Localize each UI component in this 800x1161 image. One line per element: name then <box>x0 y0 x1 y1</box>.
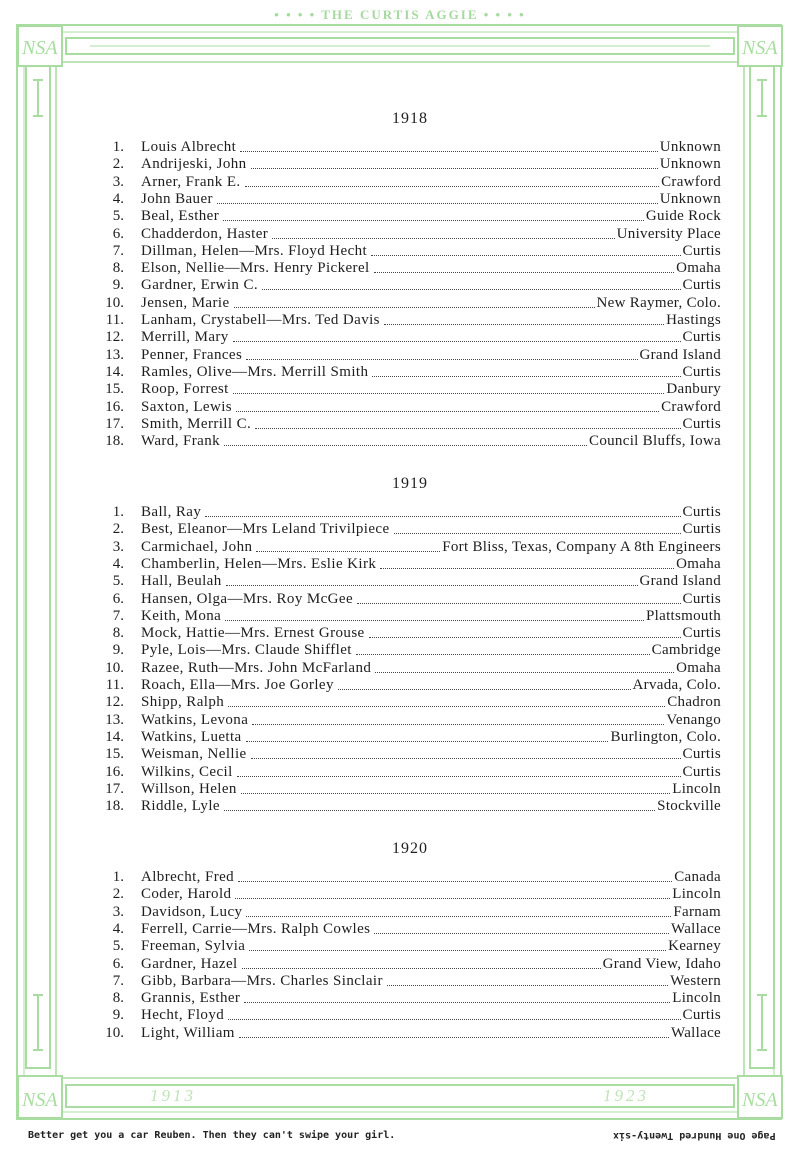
entry-location: Curtis <box>682 363 721 380</box>
entry-location: Omaha <box>676 555 721 572</box>
dot-leader <box>251 758 681 759</box>
entry-name: Arner, Frank E. <box>141 173 241 190</box>
year-heading: 1919 <box>392 475 428 492</box>
entry-name: Gibb, Barbara—Mrs. Charles Sinclair <box>141 972 383 989</box>
roster-row <box>0 276 800 294</box>
roster-row <box>0 763 800 781</box>
entry-number: 16. <box>105 398 124 415</box>
entry-name: Penner, Frances <box>141 346 243 363</box>
entry-location: Curtis <box>682 415 721 432</box>
entry-name: Davidson, Lucy <box>141 903 243 920</box>
entry-location: Wallace <box>670 1024 721 1041</box>
entry-location: Western <box>670 972 721 989</box>
entry-name: Elson, Nellie—Mrs. Henry Pickerel <box>141 260 370 277</box>
entry-number: 10. <box>105 659 124 676</box>
entry-number: 16. <box>105 763 124 780</box>
entry-number: 12. <box>105 694 124 711</box>
entry-name: Chamberlin, Helen—Mrs. Eslie Kirk <box>141 555 377 572</box>
entry-number: 9. <box>112 277 124 294</box>
entry-name: Ramles, Olive—Mrs. Merrill Smith <box>141 363 369 380</box>
entry-number: 1. <box>112 869 124 885</box>
dot-leader <box>249 950 666 951</box>
entry-number: 2. <box>112 886 124 903</box>
entry-name: Weisman, Nellie <box>141 746 247 763</box>
entry-location: New Raymer, Colo. <box>596 294 721 311</box>
entry-location: Lincoln <box>672 780 721 797</box>
entry-name: Louis Albrecht <box>141 139 237 155</box>
dot-leader <box>225 620 644 621</box>
dot-leader <box>394 533 681 534</box>
entry-location: Stockville <box>657 798 721 815</box>
entry-number: 14. <box>105 363 124 380</box>
entry-location: Cambridge <box>651 642 721 659</box>
entry-number: 6. <box>112 955 124 972</box>
year-heading: 1920 <box>392 840 428 857</box>
year-heading: 1918 <box>392 110 428 127</box>
entry-name: Freeman, Sylvia <box>141 938 246 955</box>
entry-name: Razee, Ruth—Mrs. John McFarland <box>141 659 372 676</box>
entry-number: 8. <box>112 625 124 642</box>
header-dots-left: • • • • <box>274 7 322 22</box>
roster-row <box>0 711 800 729</box>
entry-name: Albrecht, Fred <box>141 869 235 885</box>
entry-number: 14. <box>105 728 124 745</box>
entry-location: Guide Rock <box>645 208 721 225</box>
dot-leader <box>255 428 681 429</box>
entry-name: Shipp, Ralph <box>141 694 225 711</box>
entry-number: 1. <box>112 139 124 155</box>
entry-name: Hecht, Floyd <box>141 1007 225 1024</box>
entry-number: 4. <box>112 190 124 207</box>
entry-name: Hall, Beulah <box>141 573 222 590</box>
roster-row <box>0 590 800 608</box>
entry-location: Curtis <box>682 625 721 642</box>
entry-location: Wallace <box>670 920 721 937</box>
roster-row <box>0 415 800 433</box>
entry-location: Grand View, Idaho <box>602 955 721 972</box>
entry-location: Plattsmouth <box>646 607 721 624</box>
dot-leader <box>237 776 681 777</box>
entry-name: Dillman, Helen—Mrs. Floyd Hecht <box>141 242 368 259</box>
roster-row <box>0 380 800 398</box>
entry-number: 13. <box>105 711 124 728</box>
dot-leader <box>239 1037 669 1038</box>
entry-location: Venango <box>666 711 721 728</box>
entry-location: Arvada, Colo. <box>632 677 721 693</box>
dot-leader <box>242 968 601 969</box>
entry-name: Willson, Helen <box>141 780 237 797</box>
roster-row <box>0 1024 800 1042</box>
roster-row <box>0 693 800 711</box>
roster-row <box>0 503 800 521</box>
dot-leader <box>372 376 681 377</box>
entry-location: Curtis <box>682 1007 721 1024</box>
dot-leader <box>338 689 631 690</box>
roster-row <box>0 432 800 450</box>
dot-leader <box>246 741 608 742</box>
entry-location: Kearney <box>668 938 721 955</box>
dot-leader <box>223 220 644 221</box>
entry-name: Chadderdon, Haster <box>141 225 269 242</box>
roster-row <box>0 207 800 225</box>
roster-row <box>0 868 800 886</box>
roster-row <box>0 607 800 625</box>
entry-location: Crawford <box>661 398 721 415</box>
roster-row <box>0 903 800 921</box>
entry-name: Wilkins, Cecil <box>141 763 233 780</box>
monogram-top-left: NSA <box>22 37 58 59</box>
dot-leader <box>246 359 638 360</box>
entry-location: Curtis <box>682 242 721 259</box>
dot-leader <box>246 916 671 917</box>
entry-number: 5. <box>112 938 124 955</box>
entry-location: Hastings <box>666 312 721 328</box>
header-title: THE CURTIS AGGIE <box>321 7 479 22</box>
dot-leader <box>235 898 670 899</box>
entry-name: Light, William <box>141 1024 235 1041</box>
entry-number: 6. <box>112 225 124 242</box>
roster-row <box>0 955 800 973</box>
entry-name: Grannis, Esther <box>141 990 241 1007</box>
dot-leader <box>233 341 681 342</box>
entry-location: Curtis <box>682 763 721 780</box>
entry-name: Watkins, Luetta <box>141 728 242 745</box>
entry-name: Best, Eleanor—Mrs Leland Trivilpiece <box>141 521 390 538</box>
dot-leader <box>371 255 681 256</box>
dot-leader <box>375 672 674 673</box>
dot-leader <box>357 603 681 604</box>
dot-leader <box>245 186 659 187</box>
entry-location: Chadron <box>667 694 721 711</box>
roster-row <box>0 624 800 642</box>
entry-location: Lincoln <box>672 886 721 903</box>
roster-row <box>0 190 800 208</box>
dot-leader <box>380 568 674 569</box>
entry-number: 7. <box>112 607 124 624</box>
roster-row <box>0 346 800 364</box>
dot-leader <box>241 793 670 794</box>
entry-number: 3. <box>112 173 124 190</box>
roster-row <box>0 937 800 955</box>
roster-row <box>0 538 800 556</box>
entry-name: Jensen, Marie <box>141 294 230 311</box>
dot-leader <box>272 238 615 239</box>
frame-year-start: 1913 <box>150 1086 196 1105</box>
dot-leader <box>374 933 669 934</box>
entry-location: Curtis <box>682 590 721 607</box>
entry-name: Pyle, Lois—Mrs. Claude Shifflet <box>141 642 352 659</box>
dot-leader <box>224 810 655 811</box>
roster-row <box>0 398 800 416</box>
entry-number: 3. <box>112 903 124 920</box>
dot-leader <box>374 272 674 273</box>
entry-location: Curtis <box>682 329 721 346</box>
entry-number: 4. <box>112 920 124 937</box>
entry-name: Gardner, Hazel <box>141 955 238 972</box>
entry-location: Omaha <box>676 659 721 676</box>
entry-location: University Place <box>616 225 721 242</box>
roster-row <box>0 885 800 903</box>
roster-row <box>0 676 800 694</box>
entry-location: Danbury <box>666 381 721 398</box>
entry-location: Unknown <box>659 156 721 173</box>
entry-name: Roop, Forrest <box>141 381 229 398</box>
dot-leader <box>256 551 440 552</box>
entry-name: Coder, Harold <box>141 886 232 903</box>
entry-name: Keith, Mona <box>141 607 222 624</box>
header-dots-right: • • • • <box>478 7 526 22</box>
roster-row <box>0 989 800 1007</box>
entry-number: 3. <box>112 538 124 555</box>
entry-name: John Bauer <box>141 190 213 207</box>
entry-location: Crawford <box>661 173 721 190</box>
entry-number: 9. <box>112 1007 124 1024</box>
entry-location: Curtis <box>682 277 721 294</box>
dot-leader <box>238 881 672 882</box>
monogram-bottom-left: NSA <box>22 1089 58 1111</box>
dot-leader <box>228 706 665 707</box>
entry-location: Burlington, Colo. <box>610 728 721 745</box>
roster-row <box>0 797 800 815</box>
roster-row <box>0 572 800 590</box>
dot-leader <box>228 1019 681 1020</box>
entry-number: 15. <box>105 381 124 398</box>
entry-number: 6. <box>112 590 124 607</box>
entry-name: Roach, Ella—Mrs. Joe Gorley <box>141 677 334 693</box>
dot-leader <box>234 307 595 308</box>
entry-number: 11. <box>105 677 124 693</box>
entry-location: Curtis <box>682 746 721 763</box>
dot-leader <box>240 151 658 152</box>
entry-name: Ball, Ray <box>141 504 202 520</box>
entry-location: Curtis <box>682 521 721 538</box>
entry-name: Riddle, Lyle <box>141 798 220 815</box>
entry-name: Ward, Frank <box>141 433 221 450</box>
roster-row <box>0 780 800 798</box>
entry-number: 10. <box>105 1024 124 1041</box>
entry-location: Farnam <box>673 903 721 920</box>
dot-leader <box>244 1002 670 1003</box>
monogram-bottom-right: NSA <box>742 1089 778 1111</box>
dot-leader <box>205 516 681 517</box>
footer-page-number: Page One Hundred Twenty-six <box>613 1130 776 1141</box>
roster-row <box>0 311 800 329</box>
entry-number: 18. <box>105 433 124 450</box>
entry-number: 15. <box>105 746 124 763</box>
entry-number: 18. <box>105 798 124 815</box>
entry-name: Watkins, Levona <box>141 711 249 728</box>
roster-row <box>0 259 800 277</box>
roster-row <box>0 328 800 346</box>
roster-row <box>0 242 800 260</box>
dot-leader <box>384 324 664 325</box>
dot-leader <box>251 168 658 169</box>
entry-number: 2. <box>112 521 124 538</box>
roster-row <box>0 1006 800 1024</box>
entry-number: 7. <box>112 972 124 989</box>
entry-number: 8. <box>112 990 124 1007</box>
dot-leader <box>356 654 650 655</box>
entry-number: 10. <box>105 294 124 311</box>
roster-row <box>0 659 800 677</box>
dot-leader <box>262 289 681 290</box>
dot-leader <box>369 637 681 638</box>
dot-leader <box>224 445 587 446</box>
frame-year-end: 1923 <box>603 1086 649 1105</box>
dot-leader <box>217 203 658 204</box>
entry-location: Fort Bliss, Texas, Company A 8th Engineers <box>442 538 721 555</box>
entry-name: Ferrell, Carrie—Mrs. Ralph Cowles <box>141 920 371 937</box>
roster-row <box>0 363 800 381</box>
roster-row <box>0 920 800 938</box>
entry-location: Grand Island <box>639 573 721 590</box>
entry-name: Beal, Esther <box>141 208 220 225</box>
entry-number: 12. <box>105 329 124 346</box>
entry-location: Unknown <box>659 190 721 207</box>
dot-leader <box>226 585 638 586</box>
entry-location: Lincoln <box>672 990 721 1007</box>
dot-leader <box>236 411 659 412</box>
entry-name: Gardner, Erwin C. <box>141 277 259 294</box>
roster-row <box>0 745 800 763</box>
entry-location: Omaha <box>676 260 721 277</box>
entry-name: Merrill, Mary <box>141 329 229 346</box>
entry-number: 17. <box>105 415 124 432</box>
entry-name: Saxton, Lewis <box>141 398 233 415</box>
entry-number: 7. <box>112 242 124 259</box>
entry-location: Curtis <box>682 504 721 520</box>
entry-number: 5. <box>112 208 124 225</box>
roster-row <box>0 225 800 243</box>
dot-leader <box>252 724 664 725</box>
roster-row <box>0 728 800 746</box>
footer-joke: Better get you a car Reuben. Then they can't swipe your girl. <box>28 1130 396 1141</box>
roster-row <box>0 520 800 538</box>
roster-row <box>0 155 800 173</box>
roster-row <box>0 555 800 573</box>
entry-number: 1. <box>112 504 124 520</box>
entry-number: 17. <box>105 780 124 797</box>
entry-number: 13. <box>105 346 124 363</box>
entry-number: 5. <box>112 573 124 590</box>
dot-leader <box>387 985 668 986</box>
dot-leader <box>233 393 664 394</box>
roster-row <box>0 294 800 312</box>
roster-row <box>0 641 800 659</box>
entry-location: Council Bluffs, Iowa <box>589 433 721 450</box>
entry-name: Smith, Merrill C. <box>141 415 252 432</box>
entry-name: Hansen, Olga—Mrs. Roy McGee <box>141 590 354 607</box>
entry-number: 11. <box>105 312 124 328</box>
entry-name: Lanham, Crystabell—Mrs. Ted Davis <box>141 312 380 328</box>
entry-location: Canada <box>674 869 721 885</box>
entry-number: 2. <box>112 156 124 173</box>
entry-name: Carmichael, John <box>141 538 253 555</box>
entry-number: 9. <box>112 642 124 659</box>
monogram-top-right: NSA <box>742 37 778 59</box>
entry-number: 4. <box>112 555 124 572</box>
roster-row <box>0 173 800 191</box>
roster-row <box>0 138 800 156</box>
entry-location: Unknown <box>659 139 721 155</box>
entry-number: 8. <box>112 260 124 277</box>
entry-name: Andrijeski, John <box>141 156 247 173</box>
entry-location: Grand Island <box>639 346 721 363</box>
entry-name: Mock, Hattie—Mrs. Ernest Grouse <box>141 625 365 642</box>
roster-row <box>0 972 800 990</box>
